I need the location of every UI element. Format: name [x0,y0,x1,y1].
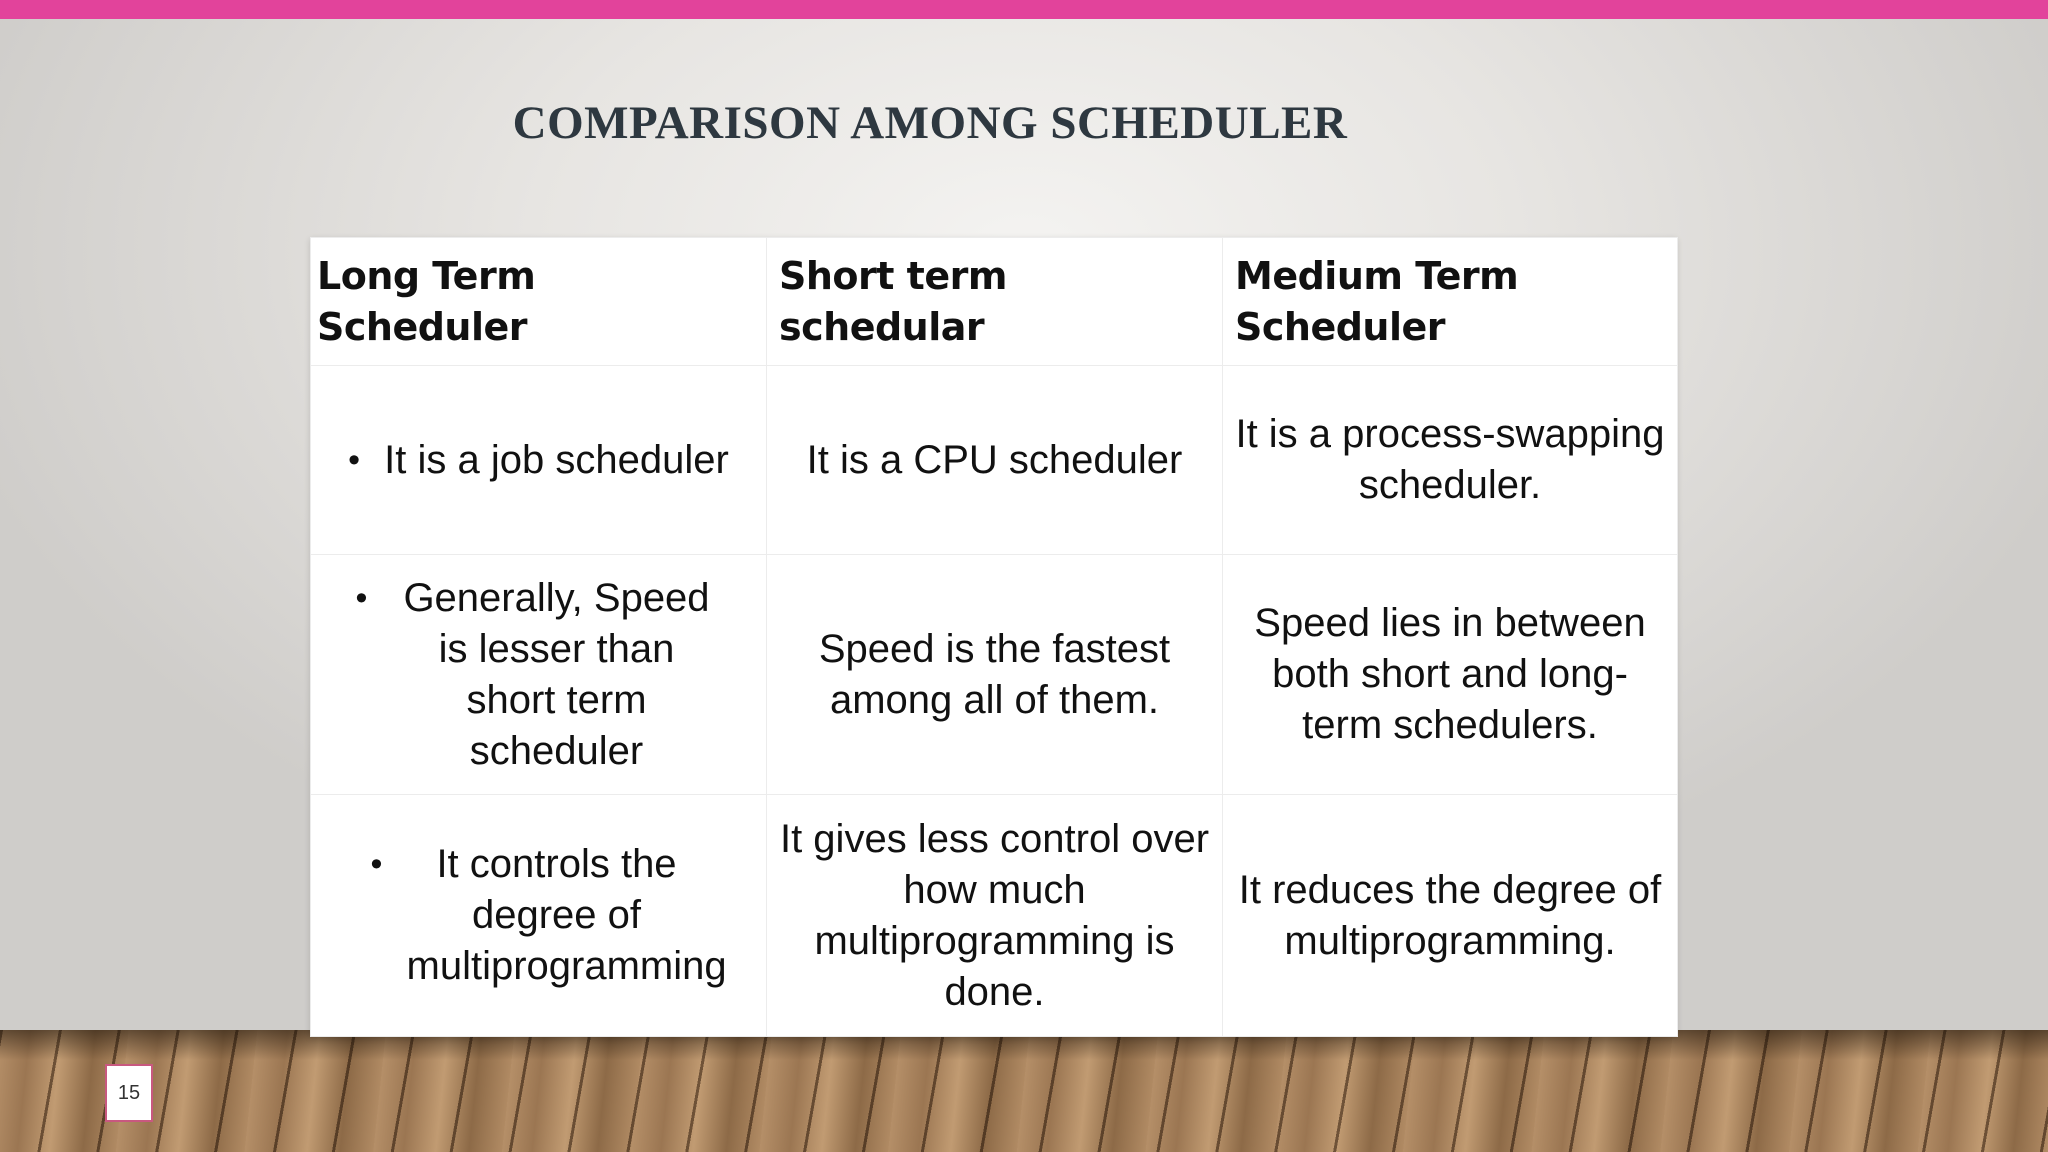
page-number: 15 [105,1064,153,1122]
bullet-icon: • [348,440,361,479]
bullet-icon: • [370,845,383,883]
cell-long-term [311,795,767,1037]
cell-text: It controls the degree of multiprogramming [406,842,727,988]
top-accent-bar [0,0,2048,19]
header-short-term: Short term schedular [767,238,1223,366]
comparison-table [310,237,1678,1037]
cell-text: It is a job scheduler [384,437,729,482]
header-medium-term: Medium Term Scheduler [1223,238,1678,366]
cell-medium-term: Speed lies in between both short and long-term schedulers. [1223,555,1678,795]
bullet-icon: • [355,578,368,617]
table-header-row [311,238,1678,366]
cell-text: Generally, Speed is lesser than short term scheduler [403,575,710,773]
table-row [311,366,1678,555]
cell-medium-term: It is a process-swapping scheduler. [1223,366,1678,555]
table-row [311,555,1678,795]
cell-short-term: It gives less control over how much multiprogramming is done. [767,795,1223,1037]
comparison-table-container [310,237,1677,1036]
cell-long-term [311,555,767,795]
cell-long-term [311,366,767,555]
cell-short-term: It is a CPU scheduler [767,366,1223,555]
slide-title: COMPARISON AMONG SCHEDULER [512,97,1348,149]
cell-short-term: Speed is the fastest among all of them. [767,555,1223,795]
cell-medium-term: It reduces the degree of multiprogramming. [1223,795,1678,1037]
table-row [311,795,1678,1037]
header-long-term: Long Term Scheduler [311,238,767,366]
